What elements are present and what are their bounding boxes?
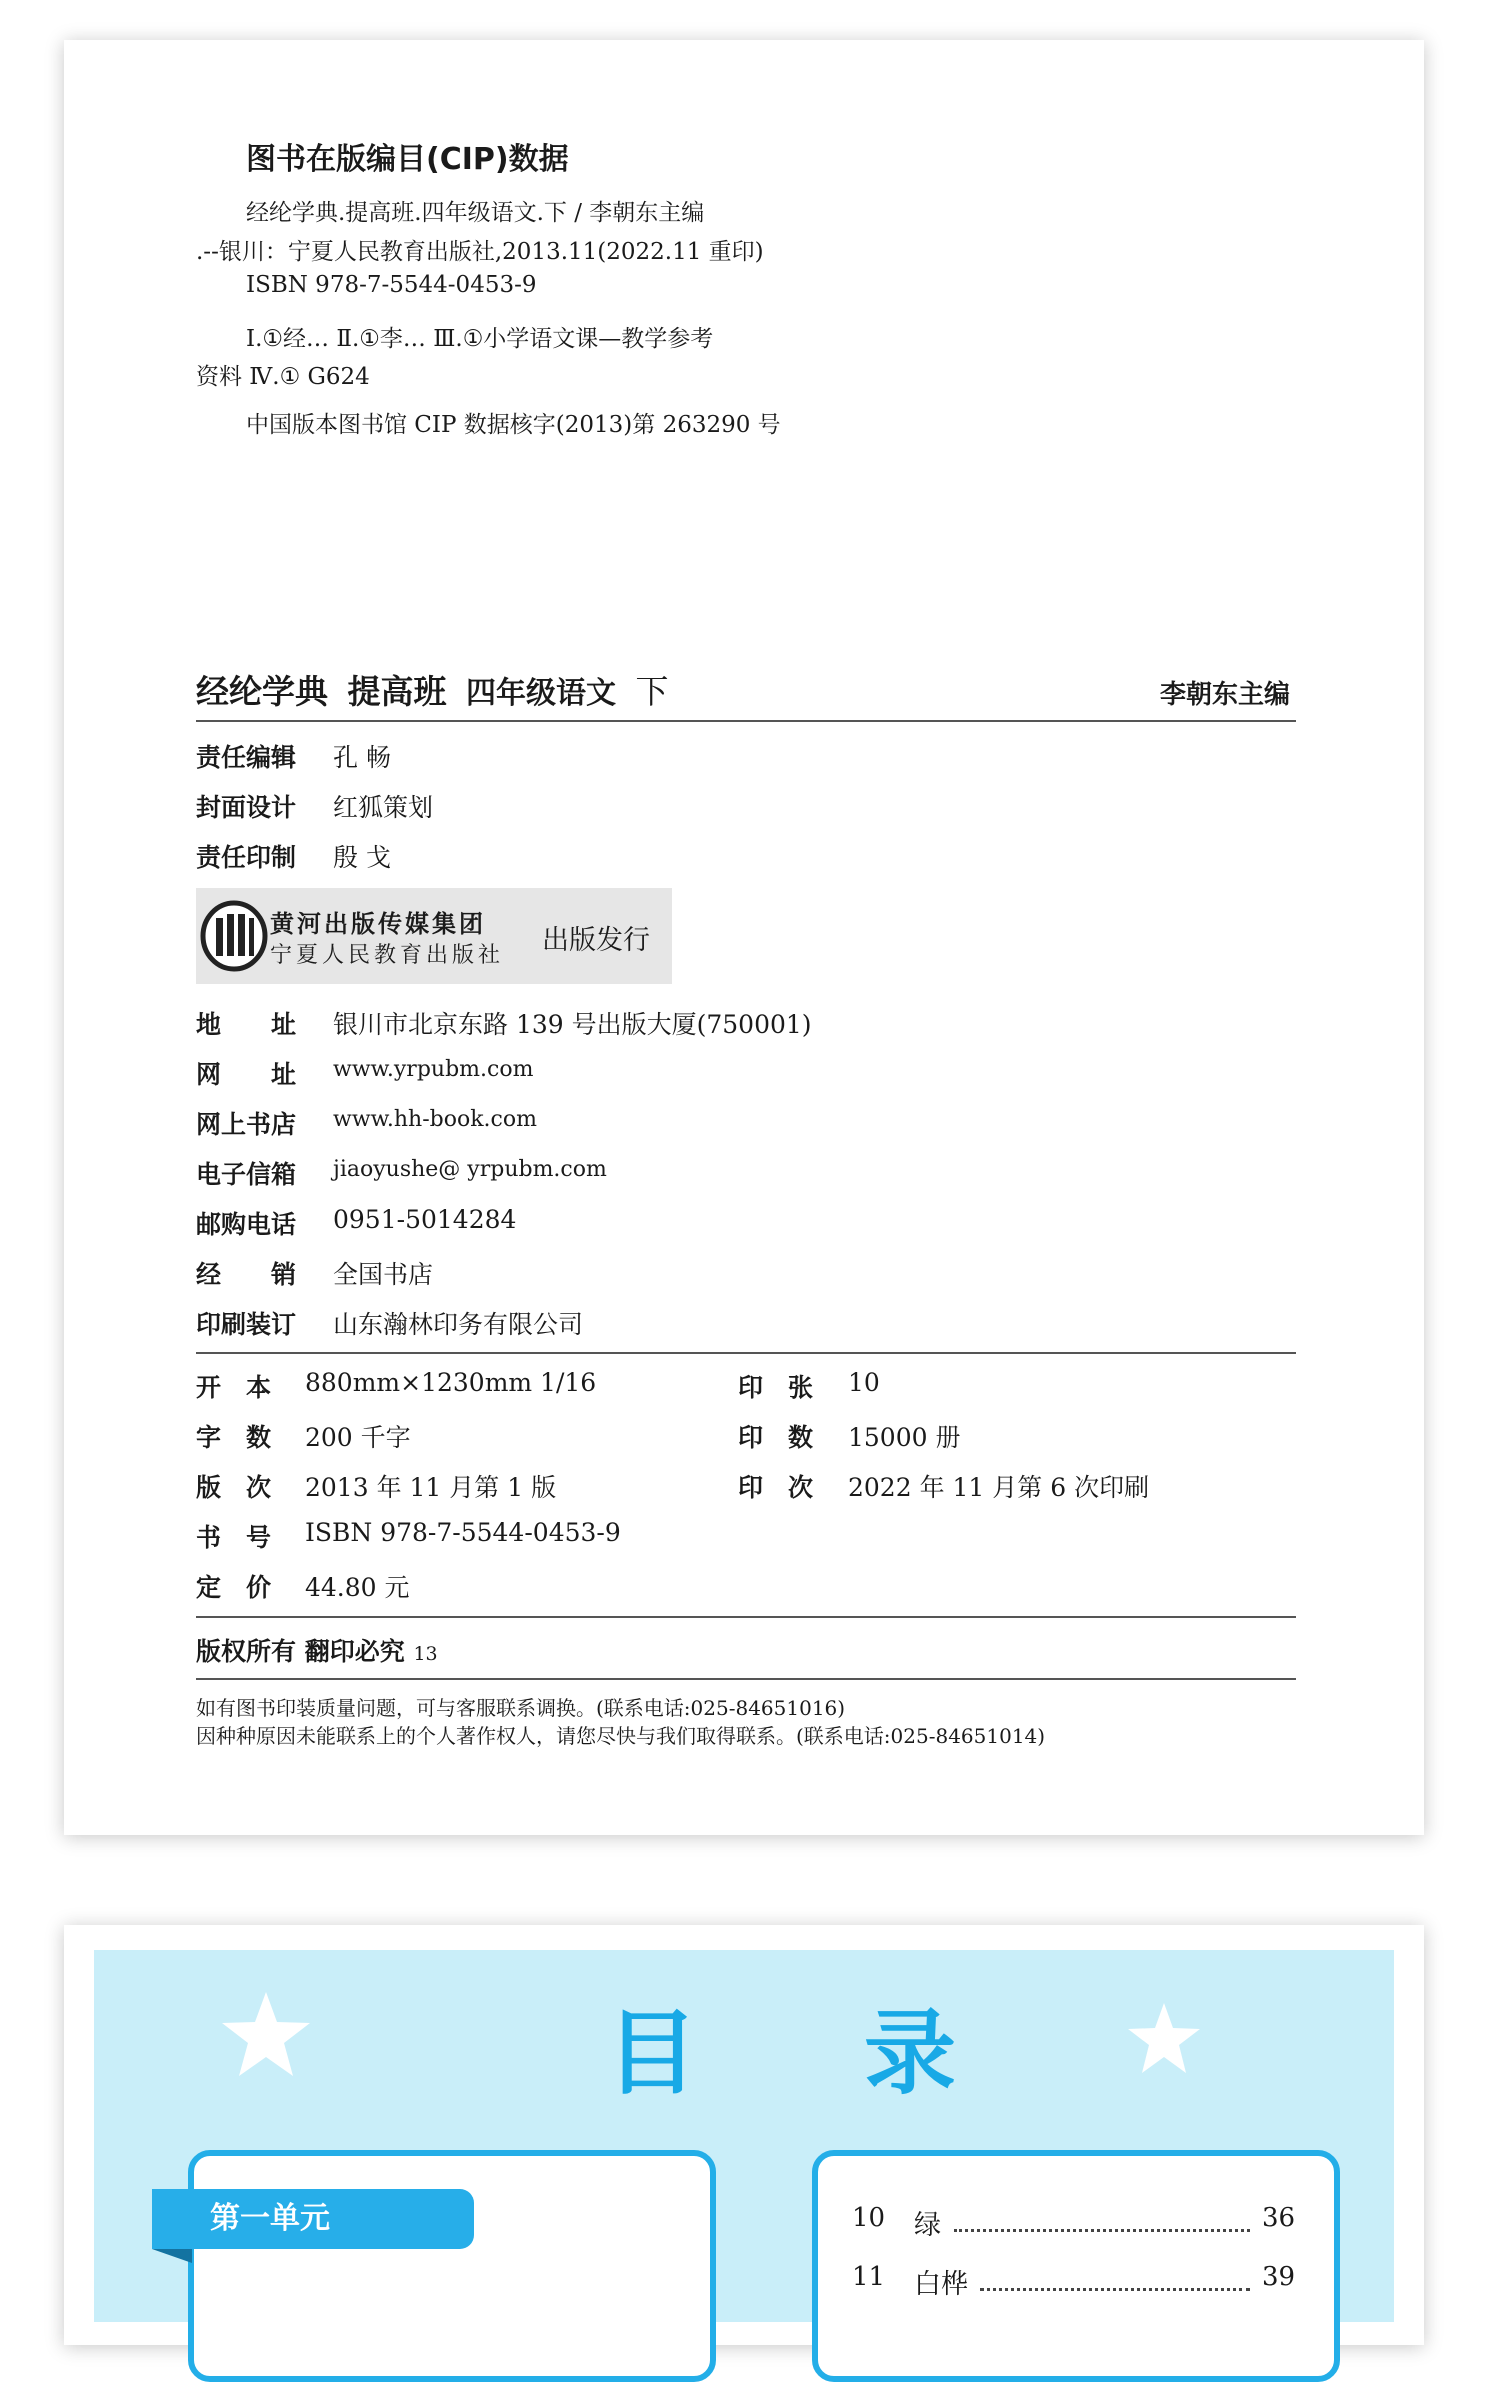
unit-tab-fold [152, 2249, 192, 2263]
toc-entry-number: 10 [852, 2203, 886, 2233]
book-title [196, 666, 669, 713]
spec-value-edition: 2013 年 11 月第 1 版 [305, 1473, 557, 1502]
staff-label-editor: 责任编辑 [196, 743, 297, 772]
spec-label-wordcount: 字 数 [196, 1423, 272, 1452]
contact-value-distribution: 全国书店 [333, 1260, 434, 1289]
contact-label-phone: 邮购电话 [196, 1210, 297, 1239]
contact-value-printer: 山东瀚林印务有限公司 [333, 1310, 584, 1339]
note-quality: 如有图书印装质量问题，可与客服联系调换。(联系电话:025-84651016) [196, 1696, 846, 1720]
contact-value-website: www.yrpubm.com [333, 1057, 534, 1082]
contact-label-website: 网 址 [196, 1060, 297, 1089]
staff-label-cover: 封面设计 [196, 793, 297, 822]
spec-label-price: 定 价 [196, 1573, 272, 1602]
copyright-notice [196, 1632, 438, 1668]
toc-entry-page: 39 [1262, 2262, 1296, 2292]
spec-label-printing: 印 次 [738, 1473, 814, 1502]
toc-entry-number: 11 [852, 2262, 886, 2292]
contact-label-printer: 印刷装订 [196, 1310, 297, 1339]
staff-value-print: 殷 戈 [333, 843, 391, 872]
divider-title [196, 720, 1296, 722]
copyright-text: 版权所有 翻印必究 [196, 1637, 405, 1666]
publisher-name: 宁夏人民教育出版社 [270, 943, 505, 968]
publisher-role: 出版发行 [542, 925, 650, 956]
spec-value-isbn: ISBN 978-7-5544-0453-9 [305, 1518, 621, 1547]
cip-line-5: 资料 Ⅳ.① G624 [196, 364, 370, 390]
cip-line-4: Ⅰ.①经… Ⅱ.①李… Ⅲ.①小学语文课—教学参考 [246, 326, 714, 352]
spec-value-sheets: 10 [848, 1368, 880, 1397]
cip-line-3: ISBN 978-7-5544-0453-9 [246, 272, 537, 298]
spec-label-format: 开 本 [196, 1373, 272, 1402]
book-volume: 下 [635, 672, 669, 711]
cip-heading: 图书在版编目(CIP)数据 [246, 142, 569, 177]
toc-title-char-2: 录 [864, 2000, 957, 2107]
contact-label-distribution: 经 销 [196, 1260, 297, 1289]
spec-value-format: 880mm×1230mm 1/16 [305, 1368, 597, 1397]
star-right-icon [1124, 2000, 1204, 2076]
unit-tab[interactable]: 第一单元 [152, 2189, 474, 2249]
staff-value-editor: 孔 畅 [333, 743, 391, 772]
spec-label-isbn: 书 号 [196, 1523, 272, 1552]
cip-line-2: .--银川：宁夏人民教育出版社,2013.11(2022.11 重印) [196, 239, 764, 265]
book-series: 经纶学典 [196, 672, 328, 711]
book-editor: 李朝东主编 [1160, 680, 1291, 710]
star-left-icon [218, 1988, 314, 2080]
spec-value-printrun: 15000 册 [848, 1423, 961, 1452]
note-copyright-holders: 因种种原因未能联系上的个人著作权人，请您尽快与我们取得联系。(联系电话:025-84651014) [196, 1724, 1046, 1748]
spec-value-wordcount: 200 千字 [305, 1423, 411, 1452]
divider-copyright-top [196, 1616, 1296, 1618]
contact-value-bookstore: www.hh-book.com [333, 1107, 537, 1132]
divider-copyright-bottom [196, 1678, 1296, 1680]
toc-entry-title: 绿 [914, 2210, 941, 2241]
toc-entry-leader [954, 2229, 1250, 2232]
contact-value-phone: 0951-5014284 [333, 1205, 517, 1234]
toc-entry-leader [980, 2288, 1250, 2291]
spec-label-sheets: 印 张 [738, 1373, 814, 1402]
spec-label-edition: 版 次 [196, 1473, 272, 1502]
copyright-code: 13 [413, 1643, 438, 1665]
spec-value-price: 44.80 元 [305, 1573, 410, 1602]
publisher-group: 黄河出版传媒集团 [270, 910, 486, 938]
contact-value-address: 银川市北京东路 139 号出版大厦(750001) [333, 1010, 812, 1039]
toc-entry-title: 白桦 [914, 2269, 968, 2300]
toc-box-left [188, 2150, 716, 2382]
toc-title-char-1: 目 [606, 2000, 699, 2107]
toc-entry[interactable] [852, 2203, 1296, 2243]
book-level: 提高班 [347, 672, 447, 711]
spec-label-printrun: 印 数 [738, 1423, 814, 1452]
spec-value-printing: 2022 年 11 月第 6 次印刷 [848, 1473, 1150, 1502]
contact-label-address: 地 址 [196, 1010, 297, 1039]
contact-value-email: jiaoyushe@ yrpubm.com [333, 1157, 607, 1182]
staff-label-print: 责任印制 [196, 843, 297, 872]
divider-specs-top [196, 1352, 1296, 1354]
cip-line-6: 中国版本图书馆 CIP 数据核字(2013)第 263290 号 [246, 412, 781, 438]
contact-label-bookstore: 网上书店 [196, 1110, 297, 1139]
toc-entry-page: 36 [1262, 2203, 1296, 2233]
cip-line-1: 经纶学典.提高班.四年级语文.下 / 李朝东主编 [246, 200, 705, 226]
contact-label-email: 电子信箱 [196, 1160, 297, 1189]
staff-value-cover: 红狐策划 [333, 793, 434, 822]
toc-entry[interactable] [852, 2262, 1296, 2302]
publisher-logo-icon [200, 900, 268, 972]
book-subject: 四年级语文 [466, 676, 616, 711]
